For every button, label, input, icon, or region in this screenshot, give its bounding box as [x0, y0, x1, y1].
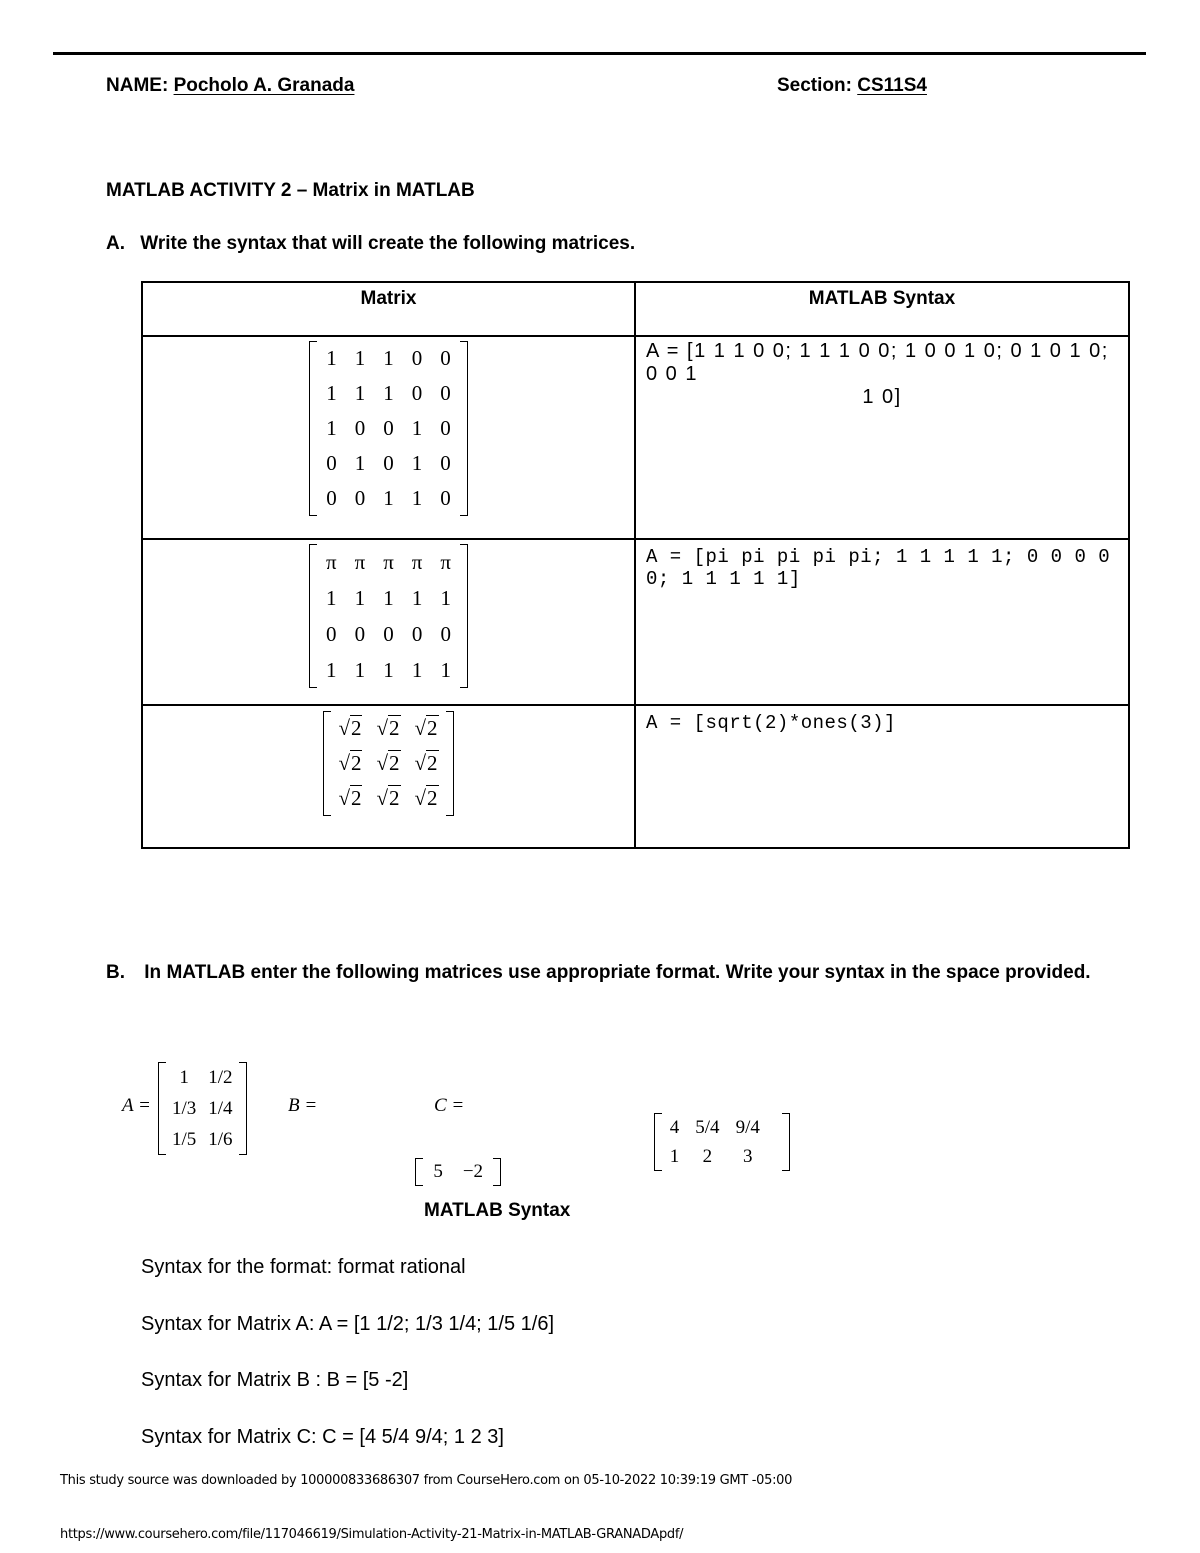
matrix-row	[317, 376, 460, 411]
matrix-b	[415, 1158, 501, 1186]
matrix-row	[317, 652, 460, 688]
matrix-2	[309, 544, 468, 688]
matrix-entry: 1	[354, 586, 366, 610]
student-name: Pocholo A. Granada	[173, 75, 355, 96]
matrix-entry: 1	[411, 486, 423, 510]
matrix-row	[331, 746, 445, 781]
matrix-column-header: Matrix	[142, 282, 635, 336]
matrix-entry: 0	[383, 622, 394, 646]
matrix-3	[323, 711, 453, 816]
matrix-row	[317, 341, 460, 376]
syntax-3: A = [sqrt(2)*ones(3)]	[646, 712, 896, 734]
activity-title: MATLAB ACTIVITY 2 – Matrix in MATLAB	[106, 180, 475, 201]
matrix-entry: 0	[411, 381, 423, 405]
matrix-entry: 0	[440, 622, 451, 646]
part-b-heading	[106, 957, 1130, 989]
matrix-entry: 1	[411, 658, 423, 682]
matrix-entry: 2	[702, 1146, 713, 1167]
matrix-entry: π	[325, 550, 337, 574]
part-b-letter: B.	[106, 962, 125, 983]
matrix-entry: 1	[669, 1146, 680, 1167]
matrix-entry: 0	[440, 346, 451, 370]
sqrt-symbol: √2	[414, 751, 438, 775]
matrix-entry: 1	[411, 451, 423, 475]
matrix-entry: 1	[440, 586, 451, 610]
matrix-entry: 1/6	[208, 1129, 233, 1150]
matrix-entry: 0	[383, 451, 394, 475]
section-label: Section:	[777, 75, 852, 96]
syntax-1: A = [1 1 1 0 0; 1 1 1 0 0; 1 0 0 1 0; 0 1 0 1 0; 0 0 1 1 0]	[646, 340, 1109, 408]
matrix-entry: 0	[440, 416, 451, 440]
matrix-entry	[408, 781, 446, 816]
matrix-row	[331, 711, 445, 746]
matrix-row	[662, 1113, 768, 1142]
radicand: 2	[389, 751, 400, 775]
matrix-entry: π	[440, 550, 452, 574]
syntax-cell-3	[635, 705, 1129, 848]
radicand: 2	[350, 786, 362, 810]
matrix-row	[423, 1158, 493, 1186]
matrix-table	[141, 281, 1130, 849]
matrix-entry: −2	[462, 1161, 484, 1182]
matrix-entry: 1/3	[172, 1098, 197, 1119]
matrix-entry: π	[411, 550, 423, 574]
matrix-cell-3	[142, 705, 635, 848]
part-a-heading	[106, 233, 635, 255]
matrix-entry: 5/4	[695, 1117, 720, 1138]
matrix-entry: 1	[326, 416, 337, 440]
matrix-entry: π	[383, 550, 394, 574]
matrix-row	[317, 411, 460, 446]
matrix-entry: 1	[383, 486, 394, 510]
matrix-entry: 9/4	[735, 1117, 760, 1138]
radicand: 2	[427, 786, 438, 810]
name-field	[106, 75, 354, 97]
matrix-c-label: C =	[434, 1095, 465, 1116]
matrix-row	[317, 544, 460, 580]
given-matrices	[122, 1062, 760, 1182]
matrix-row	[317, 481, 460, 516]
sqrt-symbol: √2	[338, 751, 362, 775]
name-label: NAME:	[106, 75, 169, 96]
radicand: 2	[427, 751, 438, 775]
matrix-entry: π	[354, 550, 366, 574]
matrix-entry: 0	[354, 486, 366, 510]
sqrt-symbol: √2	[414, 716, 438, 740]
matrix-entry: 1	[383, 346, 394, 370]
matrix-entry: 0	[440, 381, 451, 405]
matrix-b-label: B =	[288, 1095, 318, 1116]
matrix-entry: 1	[440, 658, 451, 682]
matrix-row	[166, 1062, 239, 1093]
matrix-row	[662, 1142, 768, 1171]
syntax-2: A = [pi pi pi pi pi; 1 1 1 1 1; 0 0 0 0 0; 1 1 1 1 1]	[646, 546, 1111, 590]
matrix-entry: 1	[411, 586, 423, 610]
sqrt-symbol: √2	[414, 786, 438, 810]
part-a-instruction: Write the syntax that will create the following matrices.	[140, 233, 636, 254]
matrix-entry: 1	[326, 381, 337, 405]
radicand: 2	[350, 751, 362, 775]
matrix-row	[317, 616, 460, 652]
matrix-row	[331, 781, 445, 816]
matrix-entry: 5	[433, 1161, 443, 1182]
matrix-entry	[331, 746, 369, 781]
matrix-entry: 0	[440, 486, 451, 510]
syntax-heading: MATLAB Syntax	[424, 1200, 571, 1221]
matrix-entry: 0	[326, 622, 337, 646]
matrix-entry	[408, 711, 446, 746]
format-syntax: Syntax for the format: format rational	[141, 1256, 466, 1278]
matrix-entry: 0	[440, 451, 451, 475]
matrix-cell-1	[142, 336, 635, 539]
matrix-entry	[369, 746, 407, 781]
matrix-cell-2	[142, 539, 635, 705]
radicand: 2	[389, 786, 400, 810]
matrix-entry: 1	[354, 658, 366, 682]
radicand: 2	[350, 716, 362, 740]
matrix-entry	[369, 711, 407, 746]
top-rule	[53, 52, 1146, 55]
matrix-entry	[408, 746, 446, 781]
matrix-a	[158, 1062, 247, 1155]
matrix-entry: 1	[326, 346, 337, 370]
matrix-entry: 1	[326, 658, 337, 682]
matrix-entry: 1	[354, 451, 366, 475]
sqrt-symbol: √2	[376, 751, 400, 775]
download-notice: This study source was downloaded by 100000833686307 from CourseHero.com on 05-10-2022 10:39:19 GMT -05:00	[60, 1473, 793, 1488]
part-b-instruction: In MATLAB enter the following matrices use appropriate format. Write your syntax in the space provided.	[144, 962, 1091, 983]
matrix-entry: 1	[411, 416, 423, 440]
matrix-entry: 0	[383, 416, 394, 440]
radicand: 2	[389, 716, 400, 740]
matrix-entry: 1	[179, 1067, 189, 1088]
source-url[interactable]: https://www.coursehero.com/file/117046619/Simulation-Activity-21-Matrix-in-MATLAB-GRANADApdf/	[60, 1527, 684, 1542]
matrix-row	[317, 446, 460, 481]
sqrt-symbol: √2	[376, 716, 400, 740]
matrix-entry: 1	[383, 381, 394, 405]
radicand: 2	[427, 716, 438, 740]
matrix-entry: 1	[326, 586, 337, 610]
matrix-entry: 0	[326, 486, 337, 510]
sqrt-symbol: √2	[376, 786, 400, 810]
section-field	[777, 75, 927, 97]
matrix-entry: 1	[354, 346, 366, 370]
matrix-entry: 1	[383, 586, 394, 610]
matrix-entry	[369, 781, 407, 816]
matrix-b-syntax: Syntax for Matrix B : B = [5 -2]	[141, 1369, 409, 1391]
matrix-entry: 1/4	[208, 1098, 233, 1119]
matrix-row	[317, 580, 460, 616]
part-a-letter: A.	[106, 233, 125, 254]
sqrt-symbol: √2	[338, 716, 362, 740]
matrix-entry: 1/5	[172, 1129, 197, 1150]
matrix-row	[166, 1093, 239, 1124]
syntax-column-header: MATLAB Syntax	[635, 282, 1129, 336]
matrix-row	[166, 1124, 239, 1155]
matrix-c-syntax: Syntax for Matrix C: C = [4 5/4 9/4; 1 2 3]	[141, 1426, 504, 1448]
matrix-entry	[331, 781, 369, 816]
syntax-cell-2	[635, 539, 1129, 705]
sqrt-symbol: √2	[338, 786, 362, 810]
matrix-entry: 4	[669, 1117, 680, 1138]
matrix-a-syntax: Syntax for Matrix A: A = [1 1/2; 1/3 1/4; 1/5 1/6]	[141, 1313, 555, 1335]
matrix-a-label: A =	[122, 1095, 151, 1116]
matrix-1	[309, 341, 468, 516]
matrix-entry: 0	[354, 416, 366, 440]
syntax-cell-1	[635, 336, 1129, 539]
matrix-entry: 0	[354, 622, 366, 646]
matrix-entry: 1	[354, 381, 366, 405]
matrix-c	[654, 1113, 790, 1171]
matrix-entry: 1	[383, 658, 394, 682]
matrix-entry: 0	[326, 451, 337, 475]
matrix-entry: 0	[411, 346, 423, 370]
matrix-entry	[331, 711, 369, 746]
matrix-entry: 1/2	[208, 1067, 233, 1088]
section-value: CS11S4	[857, 75, 927, 96]
matrix-entry: 0	[411, 622, 423, 646]
matrix-entry: 3	[742, 1146, 753, 1167]
